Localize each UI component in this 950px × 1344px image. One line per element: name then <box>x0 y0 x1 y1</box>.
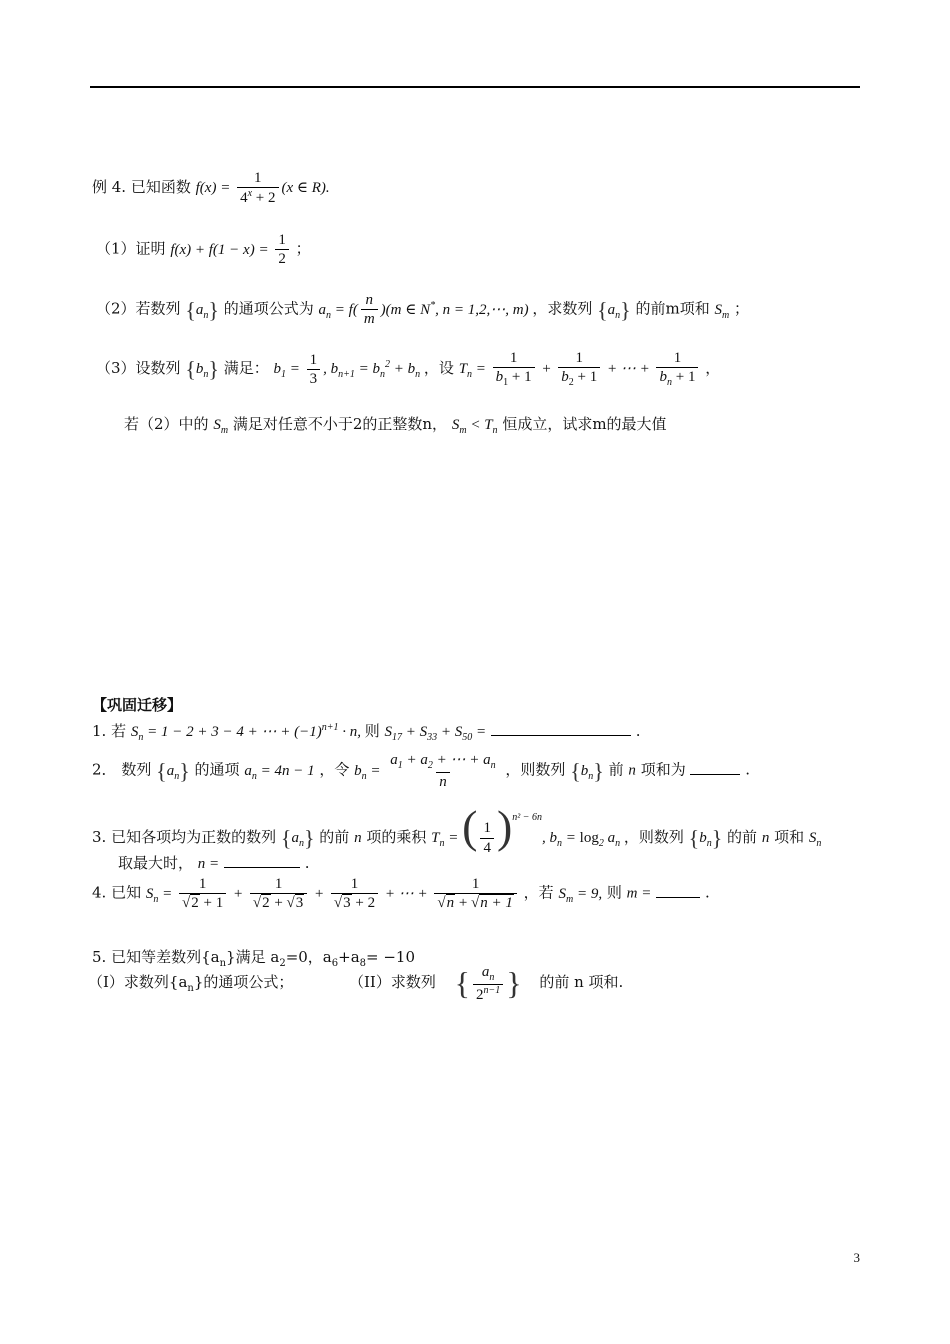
question-5: 5. 已知等差数列$\{a_n\}$满足 $a_2=0$，$a_6+a_8= -10$ <box>92 948 416 969</box>
q2-end: 前 <box>608 760 624 779</box>
part2-ask2: 的前m项和 <box>635 299 710 318</box>
q5-part2b: 的前 n 项和. <box>539 973 624 992</box>
q2-ask: ，则数列 <box>505 760 566 779</box>
question-5-parts: （I）求数列$\{a_n\}$的通项公式； （II）求数列 { $\frac{a_n}{2^{n-1}}$ } 的前 n 项和. <box>88 964 624 1003</box>
q1-formula: $S_n = 1 - 2 + 3 - 4$ + ⋯ + $(-1)^{n+1} \cdot n$, <box>130 722 365 743</box>
question-2: 2． 数列 $\{a_n\}$ 的通项 $a_n = 4n - 1$ ，令 $b_n$ = $\frac{a_1 + a_2 + \cdots + a_n}{n}$ ，则数列 $\{b_n\}$ 前 n 项和为 . <box>92 752 751 790</box>
part1-formula: f(x) + f(1 − x) = $\frac{1}{2}$ <box>170 242 295 258</box>
q1-number: 1. <box>92 722 107 740</box>
q3-ask3: 项和 <box>774 828 805 846</box>
q5-sequence-formula: { $\frac{a_n}{2^{n-1}}$ } <box>454 964 522 1003</box>
part2-end: ； <box>734 299 750 318</box>
q4-if: ，若 <box>523 883 554 902</box>
header-rule <box>90 86 860 88</box>
condition-line: 若（2）中的 $S_m$ 满足对任意不小于2的正整数n， $S_m < T_n$ 恒成立，试求m的最大值 <box>124 415 667 436</box>
q3-ask2: 的前 <box>727 828 758 846</box>
q2-answer-blank[interactable] <box>690 774 740 775</box>
q4-number: 4. <box>92 883 107 902</box>
q3-ask: ，则数列 <box>623 828 684 846</box>
q4-text: 已知 <box>111 883 142 902</box>
q2-number: 2． <box>92 760 117 779</box>
part1-end: ； <box>295 239 311 258</box>
q1-then: 则 <box>364 722 380 740</box>
part1-label: （1）证明 <box>96 239 166 258</box>
q1-end: . <box>635 722 641 740</box>
q3-mid2: 项的乘积 <box>366 828 427 846</box>
part3-end: ， <box>705 359 721 378</box>
part1-line <box>96 232 311 268</box>
q3-text: 已知各项均为正数的数列 <box>111 828 277 846</box>
part3-mid: 满足： <box>223 359 269 378</box>
part3-set: ，设 <box>423 359 454 378</box>
q2-dot: . <box>745 760 751 779</box>
function-definition: f(x) = $\frac{1}{4^x + 2}$ (x ∈ R). <box>195 170 330 207</box>
q1-answer-blank[interactable] <box>491 735 631 736</box>
cond-end: 恒成立，试求m的最大值 <box>502 415 667 433</box>
part2-line: （2）若数列 $\{a_n\}$ 的通项公式为 $a_n = f$( $\frac{n}{m}$ )(m ∈ N*, n = 1,2,⋯, m) ，求数列 $\{a_n\}$ 的前m项和 $S_m$ ； <box>96 292 750 328</box>
q5-text3: =0，a <box>285 948 332 966</box>
q5-part1b: }的通项公式； <box>193 973 294 992</box>
part2-formula: $a_n = f$( $\frac{n}{m}$ )(m ∈ N*, n = 1,2,⋯, m) <box>318 292 533 328</box>
q4-dot: . <box>704 883 710 902</box>
question-4: 4. 已知 $S_n$ = $\frac{1}{√2 + 1}$ + $\frac{1}{√2 + √3}$ + $\frac{1}{√3 + 2}$ + ⋯ + $\frac{1}{√n + √n + 1}$ ，若 $S_m = 9$, 则 m = . <box>92 876 710 912</box>
q3-line2: 取最大时， <box>118 854 194 872</box>
q5-text5: = −10 <box>366 948 416 966</box>
q3-number: 3. <box>92 828 107 846</box>
part3-label: （3）设数列 <box>96 359 181 378</box>
q2-let: ，令 <box>319 760 350 779</box>
question-1: 1. 若 $S_n = 1 - 2 + 3 - 4$ + ⋯ + $(-1)^{n+1} \cdot n$, 则 $S_{17} + S_{33} + S_{50}$ = . <box>92 722 641 743</box>
cond-mid: 满足对任意不小于2的正整数n， <box>232 415 448 433</box>
q3-answer-blank[interactable] <box>224 867 300 868</box>
part3-tn: $T_n$ = $\frac{1}{b_1 + 1}$ + $\frac{1}{b_2 + 1}$ + ⋯ + $\frac{1}{b_n + 1}$ <box>459 361 706 377</box>
example4-intro-line <box>92 170 330 207</box>
q4-sum-formula: $S_n$ = $\frac{1}{√2 + 1}$ + $\frac{1}{√2 + √3}$ + $\frac{1}{√3 + 2}$ + ⋯ + $\frac{1}{√n + √n + 1}$ <box>146 886 524 902</box>
q5-number: 5. <box>92 948 107 966</box>
q4-answer-blank[interactable] <box>656 897 700 898</box>
page-number: 3 <box>853 1250 860 1265</box>
q1-text: 若 <box>111 722 127 740</box>
part2-mid: 的通项公式为 <box>223 299 314 318</box>
q3-dot: . <box>304 854 310 872</box>
q2-mid: 的通项 <box>194 760 240 779</box>
q5-text: 已知等差数列{a <box>111 948 220 966</box>
q5-part1: （I）求数列{a <box>88 973 188 992</box>
q5-text4: +a <box>338 948 360 966</box>
consolidation-heading: 【巩固迁移】 <box>92 696 183 714</box>
question-3-line2: 取最大时， n = . <box>118 854 310 872</box>
part2-ask: ，求数列 <box>532 299 593 318</box>
q2-end2: 项和为 <box>640 760 686 779</box>
question-3: 3. 已知各项均为正数的数列 $\{a_n\}$ 的前 n 项的乘积 $T_n$ = ( $\frac{1}{4}$ )$^{n^2 - 6n}$, $b_n = \log_2 a_n$ ，则数列 $\{b_n\}$ 的前 n 项和 $S_n$ <box>92 801 822 856</box>
part2-label: （2）若数列 <box>96 299 181 318</box>
q3-mid: 的前 <box>319 828 350 846</box>
part3-recurrence: $b_1$ = $\frac{1}{3}$ , $b_{n+1} = b_n^2 + b_n$ <box>273 351 421 387</box>
cond-pre: 若（2）中的 <box>124 415 209 433</box>
q5-text2: }满足 a <box>226 948 280 966</box>
example4-intro: 例 4. 已知函数 <box>92 178 191 197</box>
q4-then: 则 <box>606 883 622 902</box>
q2-bn-formula: $b_n$ = $\frac{a_1 + a_2 + \cdots + a_n}{n}$ <box>354 752 496 790</box>
part3-line: （3）设数列 $\{b_n\}$ 满足： $b_1$ = $\frac{1}{3}$ , $b_{n+1} = b_n^2 + b_n$ ，设 $T_n$ = $\frac{1}{b_1 + 1}$ + $\frac{1}{b_2 + 1}$ + ⋯ + $\frac{1}{b_n + 1}$ ， <box>96 350 721 389</box>
q2-text: 数列 <box>121 760 152 779</box>
q3-product-formula: $T_n$ = ( $\frac{1}{4}$ )$^{n^2 - 6n}$, $b_n = \log_2 a_n$ <box>431 801 621 856</box>
q5-part2: （II）求数列 <box>348 973 436 992</box>
